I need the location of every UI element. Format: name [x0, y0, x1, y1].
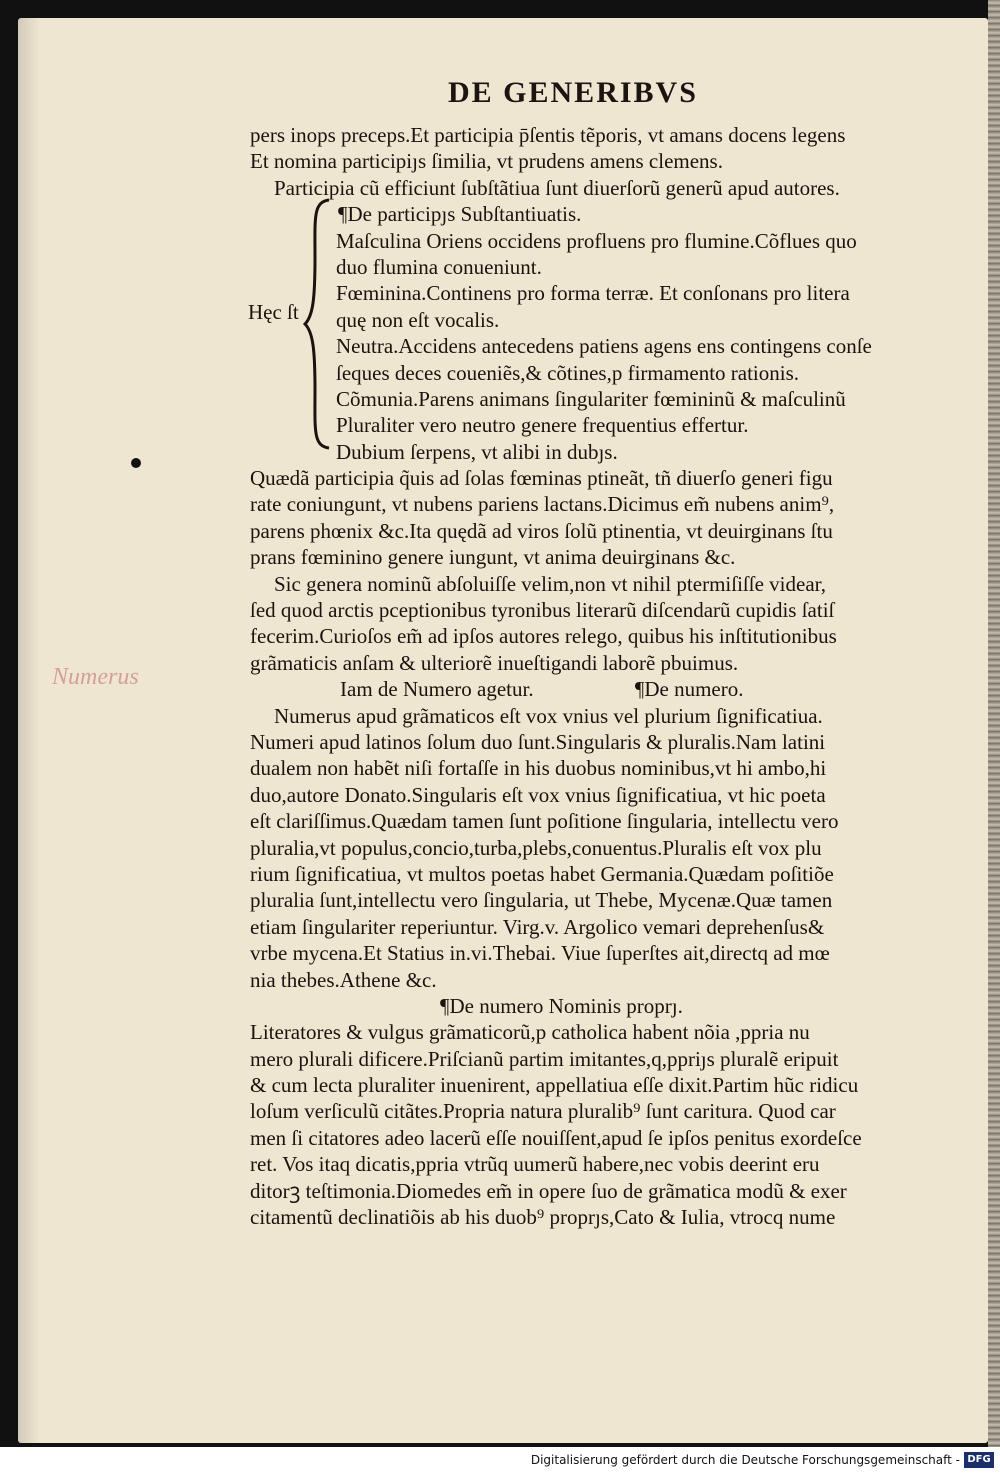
- text-line: pluralia,vt populus,concio,turba,plebs,conuentus.Pluralis eſt vox plu: [250, 835, 822, 860]
- dfg-logo: DFG: [964, 1452, 994, 1468]
- text-line: ſeques deces coueniẽs,& cõtines,p firmamento rationis.: [336, 360, 800, 385]
- text-line: Dubium ſerpens, vt alibi in dubȷs.: [336, 439, 618, 464]
- text-line: rium ſignificatiua, vt multos poetas habet Germania.Quædam poſitiõe: [250, 861, 834, 886]
- text-line: Fœminina.Continens pro forma terræ. Et conſonans pro litera: [336, 281, 850, 306]
- text-line: pers inops preceps.Et participia p̄ſentis tẽporis, vt amans docens legens: [250, 123, 846, 147]
- text-line: ret. Vos itaq dicatis,ppria vtrũq uumerũ habere,nec vobis deerint eru: [250, 1152, 820, 1177]
- text-line: quę non eſt vocalis.: [336, 307, 500, 332]
- running-head: DE GENERIBVS: [448, 76, 698, 109]
- main-text-block: [250, 122, 950, 1230]
- text-line: eſt clariſſimus.Quædam tamen ſunt poſitione ſingularia, intellectu vero: [250, 809, 839, 834]
- text-line: Pluraliter vero neutro genere frequentius effertur.: [336, 413, 749, 438]
- text-line: Quædã participia q̃uis ad ſolas fœminas ptineãt, tñ diuerſo generi figu: [250, 466, 833, 491]
- gutter-shadow: [18, 18, 40, 1443]
- text-line: Participia cũ efficiunt ſubſtãtiua ſunt diuerſorũ generũ apud autores.: [274, 175, 840, 200]
- brace-label: Hęc ſt: [248, 300, 299, 324]
- text-line: Et nomina participiȷs ſimilia, vt prudens amens clemens.: [250, 149, 723, 174]
- text-line: Maſculina Oriens occidens profluens pro flumine.Cõflues quo: [336, 228, 857, 253]
- text-line: fecerim.Curioſos em̃ ad ipſos autores relego, quibus his inſtitutionibus: [250, 624, 837, 649]
- text-line: nia thebes.Athene &c.: [250, 967, 437, 992]
- text-line: mero plurali dificere.Priſcianũ partim imitantes,q,ppriȷs pluralẽ eripuit: [250, 1046, 839, 1071]
- text-line: loſum verſiculũ citãtes.Propria natura pluralib⁹ ſunt caritura. Quod car: [250, 1099, 836, 1124]
- footer-bar: [0, 1447, 1000, 1474]
- text-line: & cum lecta pluraliter inuenirent, appellatiua eſſe dixit.Partim hũc ridicu: [250, 1073, 859, 1098]
- text-line: pluralia ſunt,intellectu vero ſingularia, ut Thebe, Mycenæ.Quæ tamen: [250, 888, 833, 913]
- section-heading: ¶De numero Nominis proprȷ.: [440, 993, 683, 1018]
- text-line: dualem non habẽt niſi fortaſſe in his duobus nominibus,vt hi ambo,hi: [250, 756, 827, 781]
- text-line: vrbe mycena.Et Statius in.vi.Thebai. Viue ſuperſtes ait,directq ad mœ: [250, 941, 830, 966]
- numero-heading: Iam de Numero agetur.: [340, 677, 534, 702]
- book-page: [18, 18, 988, 1443]
- text-line: ditorꝫ teſtimonia.Diomedes em̃ in opere ſuo de grãmatica modũ & exer: [250, 1178, 847, 1203]
- text-line: prans fœminino genere iungunt, vt anima deuirginans &c.: [250, 545, 736, 570]
- curly-brace-icon: [303, 198, 333, 450]
- text-line: rate coniungunt, vt nubens pariens lactans.Dicimus em̃ nubens anim⁹,: [250, 492, 835, 517]
- text-line: Sic genera nominũ abſoluiſſe velim,non vt nihil ptermiſiſſe videar,: [274, 571, 827, 596]
- text-line: parens phœnix &c.Ita quędã ad viros ſolũ ptinentia, vt deuirginans ſtu: [250, 518, 833, 543]
- text-line: Literatores & vulgus grãmaticorũ,p catholica habent nõia ,ppria nu: [250, 1020, 810, 1045]
- ink-dot: [131, 458, 141, 468]
- section-heading: ¶De participȷs Subſtantiuatis.: [338, 202, 582, 227]
- text-line: Neutra.Accidens antecedens patiens agens ens contingens conſe: [336, 334, 872, 359]
- text-line: ſed quod arctis pceptionibus tyronibus literarũ diſcendarũ cupidis ſatiſ: [250, 598, 835, 623]
- text-line: grãmaticis anſam & ulteriorẽ inueſtigandi laborẽ pbuimus.: [250, 650, 739, 675]
- text-line: citamentũ declinatiõis ab his duob⁹ proprȷs,Cato & Iulia, vtrocq nume: [250, 1205, 836, 1230]
- funding-credit: Digitalisierung gefördert durch die Deutsche Forschungsgemeinschaft -: [530, 1453, 960, 1467]
- text-line: Numeri apud latinos ſolum duo ſunt.Singularis & pluralis.Nam latini: [250, 729, 826, 754]
- side-heading: ¶De numero.: [634, 677, 744, 702]
- text-line: men ſi citatores adeo lacerũ eſſe nouiſſent,apud ſe ipſos penitus exordeſce: [250, 1125, 862, 1150]
- text-line: etiam ſingulariter reperiuntur. Virg.v. Argolico vemari deprehenſus&: [250, 914, 825, 939]
- text-line: duo flumina conueniunt.: [336, 254, 542, 279]
- text-line: Numerus apud grãmaticos eſt vox vnius vel plurium ſignificatiua.: [274, 703, 823, 728]
- book-fore-edge: [988, 0, 1000, 1474]
- text-line: duo,autore Donato.Singularis eſt vox vnius ſignificatiua, vt hic poeta: [250, 782, 826, 807]
- text-line: [250, 676, 950, 702]
- text-line: Cõmunia.Parens animans ſingulariter fœmininũ & maſculinũ: [336, 386, 846, 411]
- marginal-note: Numerus: [52, 664, 139, 690]
